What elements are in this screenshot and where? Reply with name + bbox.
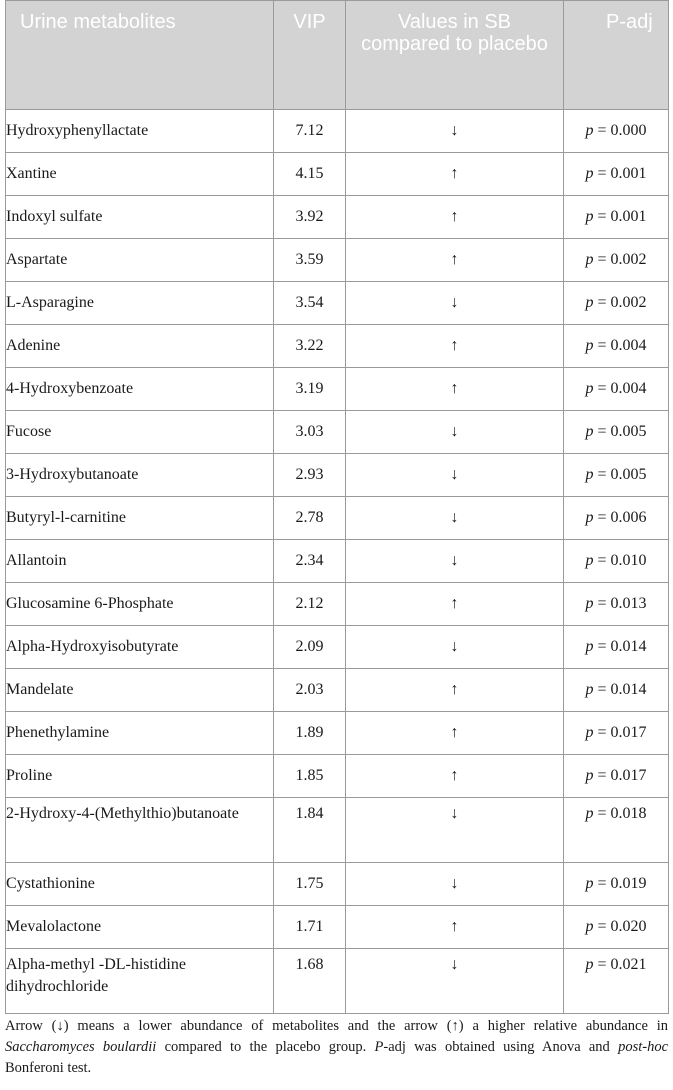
table-body [6, 110, 669, 1014]
metabolite-name: L-Asparagine [6, 282, 274, 325]
p-adj-value [564, 626, 669, 669]
p-number: 0.014 [610, 638, 647, 655]
p-equals: = [593, 380, 611, 397]
p-equals: = [593, 337, 611, 354]
footnote-text-3: -adj was obtained using Anova and [383, 1039, 619, 1055]
table-row [6, 949, 669, 1014]
p-symbol: p [585, 638, 594, 655]
table-row [6, 153, 669, 196]
footnote-text-4: Bonferoni test. [5, 1060, 92, 1076]
arrow-down-icon: ↓ [346, 411, 564, 454]
arrow-down-icon: ↓ [346, 454, 564, 497]
p-symbol: p [585, 552, 594, 569]
header-padj: P-adj [564, 1, 669, 110]
p-equals: = [593, 509, 611, 526]
p-equals: = [593, 918, 611, 935]
p-symbol: p [585, 509, 594, 526]
metabolite-name: 3-Hydroxybutanoate [6, 454, 274, 497]
arrow-up-icon: ↑ [346, 239, 564, 282]
vip-value: 1.75 [274, 863, 346, 906]
vip-value: 3.92 [274, 196, 346, 239]
arrow-down-icon: ↓ [346, 497, 564, 540]
table-row [6, 669, 669, 712]
table-row [6, 906, 669, 949]
table-row [6, 798, 669, 863]
p-number: 0.014 [610, 681, 647, 698]
table-row [6, 110, 669, 153]
vip-value: 2.34 [274, 540, 346, 583]
p-adj-value [564, 540, 669, 583]
p-symbol: p [585, 122, 594, 139]
p-equals: = [593, 423, 611, 440]
p-adj-value [564, 368, 669, 411]
arrow-up-icon: ↑ [346, 196, 564, 239]
p-equals: = [593, 552, 611, 569]
table-row [6, 626, 669, 669]
metabolite-name: Cystathionine [6, 863, 274, 906]
header-metabolite: Urine metabolites [6, 1, 274, 110]
metabolite-name: Adenine [6, 325, 274, 368]
p-number: 0.000 [610, 122, 647, 139]
p-adj-value [564, 949, 669, 1014]
table-footnote [5, 1016, 668, 1079]
p-number: 0.001 [610, 165, 647, 182]
metabolite-name: 4-Hydroxybenzoate [6, 368, 274, 411]
table-row [6, 325, 669, 368]
table-row [6, 497, 669, 540]
p-number: 0.017 [610, 724, 647, 741]
arrow-down-icon: ↓ [346, 626, 564, 669]
p-equals: = [593, 724, 611, 741]
p-number: 0.019 [610, 875, 647, 892]
table-row [6, 196, 669, 239]
p-adj-value [564, 282, 669, 325]
table-row [6, 368, 669, 411]
p-adj-value [564, 906, 669, 949]
p-adj-value [564, 863, 669, 906]
p-adj-value [564, 583, 669, 626]
table-row [6, 712, 669, 755]
arrow-down-icon: ↓ [346, 798, 564, 863]
p-symbol: p [585, 165, 594, 182]
metabolite-name: Alpha-Hydroxyisobutyrate [6, 626, 274, 669]
metabolite-name: Hydroxyphenyllactate [6, 110, 274, 153]
vip-value: 1.89 [274, 712, 346, 755]
p-adj-value [564, 110, 669, 153]
p-number: 0.005 [610, 466, 647, 483]
p-number: 0.020 [610, 918, 647, 935]
p-equals: = [593, 466, 611, 483]
vip-value: 3.59 [274, 239, 346, 282]
p-symbol: p [585, 724, 594, 741]
vip-value: 7.12 [274, 110, 346, 153]
p-number: 0.017 [610, 767, 647, 784]
p-number: 0.004 [610, 380, 647, 397]
metabolite-name: Mevalolactone [6, 906, 274, 949]
footnote-text-1: Arrow (↓) means a lower abundance of metabolites and the arrow (↑) a higher relative abundance in [5, 1018, 668, 1034]
vip-value: 1.68 [274, 949, 346, 1014]
p-number: 0.018 [610, 805, 647, 822]
p-equals: = [593, 122, 611, 139]
p-equals: = [593, 805, 611, 822]
arrow-down-icon: ↓ [346, 863, 564, 906]
header-row [6, 1, 669, 110]
vip-value: 2.78 [274, 497, 346, 540]
p-equals: = [593, 595, 611, 612]
vip-value: 1.85 [274, 755, 346, 798]
p-number: 0.002 [610, 294, 647, 311]
vip-value: 3.19 [274, 368, 346, 411]
metabolites-table [5, 0, 669, 1014]
p-equals: = [593, 294, 611, 311]
table-row [6, 454, 669, 497]
p-adj-value [564, 454, 669, 497]
arrow-up-icon: ↑ [346, 712, 564, 755]
p-number: 0.004 [610, 337, 647, 354]
p-symbol: p [585, 681, 594, 698]
arrow-down-icon: ↓ [346, 110, 564, 153]
footnote-posthoc: post-hoc [618, 1039, 668, 1055]
p-symbol: p [585, 918, 594, 935]
footnote-species: Saccharomyces boulardii [5, 1039, 157, 1055]
arrow-up-icon: ↑ [346, 325, 564, 368]
arrow-up-icon: ↑ [346, 153, 564, 196]
arrow-down-icon: ↓ [346, 282, 564, 325]
p-symbol: p [585, 251, 594, 268]
table-row [6, 755, 669, 798]
vip-value: 1.84 [274, 798, 346, 863]
p-equals: = [593, 165, 611, 182]
arrow-down-icon: ↓ [346, 540, 564, 583]
table-row [6, 583, 669, 626]
metabolite-name: Aspartate [6, 239, 274, 282]
table-row [6, 540, 669, 583]
p-equals: = [593, 875, 611, 892]
p-symbol: p [585, 423, 594, 440]
table-row [6, 282, 669, 325]
p-symbol: p [585, 805, 594, 822]
vip-value: 2.93 [274, 454, 346, 497]
p-equals: = [593, 767, 611, 784]
metabolite-name: Fucose [6, 411, 274, 454]
p-adj-value [564, 325, 669, 368]
p-number: 0.010 [610, 552, 647, 569]
p-adj-value [564, 669, 669, 712]
metabolite-name: Allantoin [6, 540, 274, 583]
vip-value: 2.03 [274, 669, 346, 712]
p-number: 0.005 [610, 423, 647, 440]
p-equals: = [593, 251, 611, 268]
metabolite-name: Indoxyl sulfate [6, 196, 274, 239]
arrow-up-icon: ↑ [346, 368, 564, 411]
p-symbol: p [585, 767, 594, 784]
p-number: 0.013 [610, 595, 647, 612]
vip-value: 2.12 [274, 583, 346, 626]
vip-value: 3.03 [274, 411, 346, 454]
p-number: 0.002 [610, 251, 647, 268]
p-number: 0.006 [610, 509, 647, 526]
p-symbol: p [585, 337, 594, 354]
p-adj-value [564, 798, 669, 863]
p-adj-value [564, 153, 669, 196]
p-symbol: p [585, 208, 594, 225]
p-adj-value [564, 239, 669, 282]
header-values: Values in SB compared to placebo [346, 1, 564, 110]
metabolite-name: 2-Hydroxy-4-(Methylthio)butanoate [6, 798, 274, 863]
header-vip: VIP [274, 1, 346, 110]
vip-value: 3.22 [274, 325, 346, 368]
metabolite-name: Xantine [6, 153, 274, 196]
arrow-up-icon: ↑ [346, 755, 564, 798]
p-adj-value [564, 196, 669, 239]
vip-value: 3.54 [274, 282, 346, 325]
table-header [6, 1, 669, 110]
metabolite-name: Butyryl-l-carnitine [6, 497, 274, 540]
vip-value: 2.09 [274, 626, 346, 669]
footnote-padj-label: P [374, 1039, 384, 1055]
metabolite-name: Glucosamine 6-Phosphate [6, 583, 274, 626]
p-number: 0.021 [610, 956, 647, 973]
metabolite-name: Proline [6, 755, 274, 798]
p-equals: = [593, 681, 611, 698]
table-row [6, 239, 669, 282]
vip-value: 4.15 [274, 153, 346, 196]
p-symbol: p [585, 380, 594, 397]
p-symbol: p [585, 595, 594, 612]
p-equals: = [593, 208, 611, 225]
p-adj-value [564, 411, 669, 454]
arrow-up-icon: ↑ [346, 669, 564, 712]
table-row [6, 863, 669, 906]
p-symbol: p [585, 956, 594, 973]
p-equals: = [593, 956, 611, 973]
p-equals: = [593, 638, 611, 655]
vip-value: 1.71 [274, 906, 346, 949]
p-number: 0.001 [610, 208, 647, 225]
metabolite-name: Mandelate [6, 669, 274, 712]
p-adj-value [564, 755, 669, 798]
arrow-up-icon: ↑ [346, 906, 564, 949]
p-symbol: p [585, 875, 594, 892]
p-adj-value [564, 712, 669, 755]
p-symbol: p [585, 294, 594, 311]
metabolite-name: Phenethylamine [6, 712, 274, 755]
arrow-up-icon: ↑ [346, 583, 564, 626]
p-adj-value [564, 497, 669, 540]
table-row [6, 411, 669, 454]
p-symbol: p [585, 466, 594, 483]
footnote-text-2: compared to the placebo group. [156, 1039, 375, 1055]
metabolite-name: Alpha-methyl -DL-histidine dihydrochloride [6, 949, 274, 1014]
arrow-down-icon: ↓ [346, 949, 564, 1014]
